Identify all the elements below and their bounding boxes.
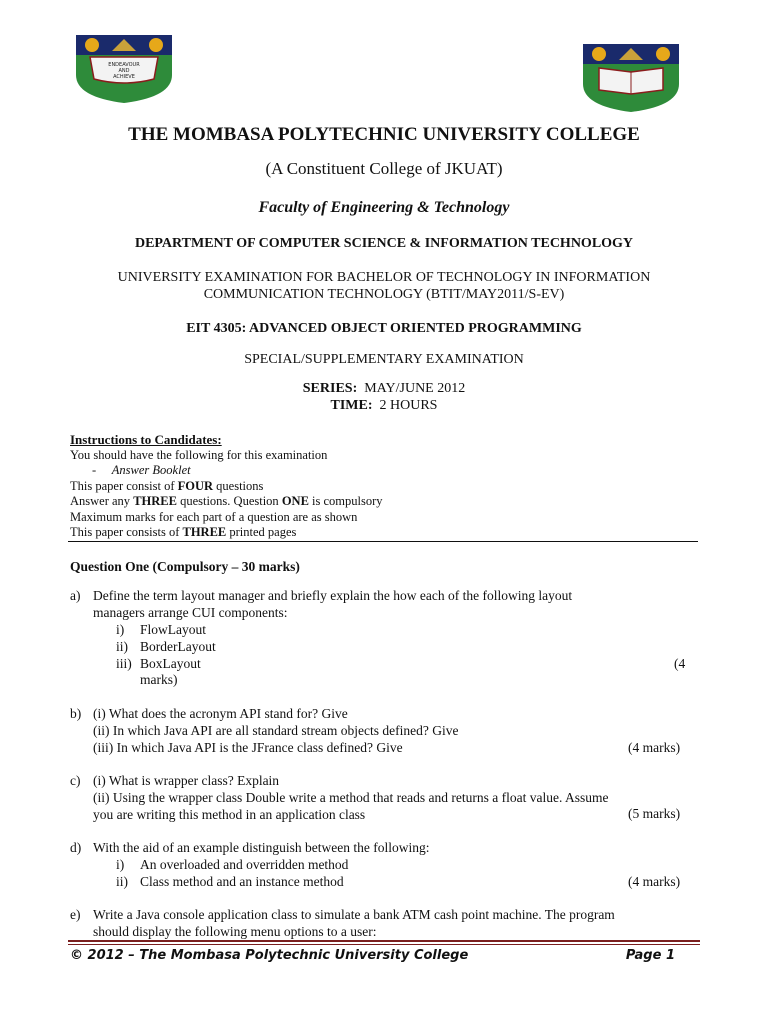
emphasis: THREE: [182, 525, 227, 539]
list-item: [116, 857, 348, 874]
part-c-marks: (5 marks): [628, 806, 681, 821]
faculty-name: Faculty of Engineering & Technology: [258, 199, 510, 216]
item-text: An overloaded and overridden method: [140, 857, 349, 872]
part-a-label: a): [70, 588, 81, 603]
text: is compulsory: [308, 494, 383, 508]
item-text: BorderLayout: [140, 638, 216, 654]
footer-copyright: © 2012 – The Mombasa Polytechnic University College: [70, 948, 469, 963]
text: questions: [213, 478, 264, 493]
question-line: managers arrange CUI components:: [93, 604, 288, 620]
svg-text:ACHIEVE: ACHIEVE: [113, 74, 135, 80]
question-line: Write a Java console application class to simulate a bank ATM cash point machine. The program: [93, 907, 615, 922]
bullet-dash: -: [92, 463, 97, 477]
part-e-text: [93, 907, 615, 941]
page-number: Page 1: [625, 948, 675, 963]
series-value: MAY/JUNE 2012: [364, 381, 466, 396]
list-item: [116, 639, 216, 656]
part-a-marks: (4: [674, 656, 686, 671]
list-item: [116, 874, 348, 891]
question-line: you are writing this method in an application class: [93, 806, 366, 822]
question-line: (ii) Using the wrapper class Double write a method that reads and returns a float value. Assume: [93, 789, 609, 805]
instructions-line: [70, 479, 383, 495]
part-a-sublist: [116, 622, 216, 689]
item-number: i): [116, 622, 125, 637]
part-c-text: [93, 773, 608, 823]
part-b-marks: (4 marks): [628, 740, 681, 755]
question-line: should display the following menu options to a user:: [93, 923, 377, 939]
time-value: 2 HOURS: [379, 398, 438, 413]
exam-type: SPECIAL/SUPPLEMENTARY EXAMINATION: [244, 352, 524, 367]
part-b-text: [93, 706, 459, 756]
item-number: iii): [116, 655, 132, 671]
question-heading: Question One (Compulsory – 30 marks): [70, 559, 300, 574]
svg-text:AND: AND: [118, 68, 130, 74]
course-title: EIT 4305: ADVANCED OBJECT ORIENTED PROGRAMMING: [186, 321, 582, 336]
part-c-label: c): [70, 773, 81, 788]
exam-title-line1: UNIVERSITY EXAMINATION FOR BACHELOR OF TECHNOLOGY IN INFORMATION: [117, 270, 651, 285]
university-title: THE MOMBASA POLYTECHNIC UNIVERSITY COLLEGE: [128, 124, 640, 145]
question-line: (ii) In which Java API are all standard stream objects defined? Give: [93, 722, 459, 738]
emphasis: ONE: [281, 494, 309, 508]
instructions-line: [70, 494, 383, 510]
text: printed pages: [226, 525, 297, 539]
right-crest-logo: [583, 44, 679, 112]
question-line: (i) What does the acronym API stand for? Give: [93, 706, 348, 721]
emphasis: THREE: [133, 494, 177, 508]
instructions-block: [70, 432, 383, 541]
part-d-text: With the aid of an example distinguish between the following:: [93, 840, 430, 855]
list-item: [116, 622, 216, 639]
instructions-heading: Instructions to Candidates:: [70, 432, 222, 447]
emphasis: FOUR: [177, 478, 214, 493]
marks-continuation: marks): [140, 672, 178, 688]
footer-rule: [68, 940, 700, 942]
exam-title-line2: COMMUNICATION TECHNOLOGY (BTIT/MAY2011/S-EV): [203, 287, 565, 302]
list-item: [116, 656, 216, 673]
question-line: (i) What is wrapper class? Explain: [93, 773, 280, 788]
item-number: i): [116, 857, 125, 872]
bullet-text: Answer Booklet: [111, 463, 191, 477]
time-line: [0, 398, 768, 414]
svg-text:ENDEAVOUR: ENDEAVOUR: [108, 62, 140, 68]
part-d-sublist: [116, 857, 348, 891]
item-number: ii): [116, 873, 128, 889]
item-number: ii): [116, 638, 128, 654]
item-text: FlowLayout: [140, 622, 206, 637]
page-footer: [70, 948, 675, 963]
instructions-line: [70, 525, 383, 541]
part-d-marks: (4 marks): [628, 874, 681, 889]
text: This paper consists of: [70, 525, 183, 539]
text: This paper consist of: [70, 478, 178, 493]
text: Answer any: [70, 494, 134, 508]
part-a-text: [93, 588, 572, 622]
part-b-label: b): [70, 706, 82, 721]
series-label: SERIES:: [302, 381, 358, 396]
department-name: DEPARTMENT OF COMPUTER SCIENCE & INFORMATION TECHNOLOGY: [134, 236, 634, 251]
instructions-line: Maximum marks for each part of a question are as shown: [70, 509, 358, 524]
item-text: BoxLayout: [140, 655, 201, 671]
constituent-subtitle: (A Constituent College of JKUAT): [265, 159, 503, 178]
question-line: Define the term layout manager and briefly explain the how each of the following layout: [93, 588, 573, 603]
series-line: [0, 381, 768, 397]
text: questions. Question: [176, 494, 282, 508]
left-crest-logo: [76, 35, 172, 103]
item-text: Class method and an instance method: [140, 873, 344, 889]
part-d-label: d): [70, 840, 82, 855]
instructions-line: You should have the following for this examination: [70, 447, 328, 462]
part-e-label: e): [70, 907, 81, 922]
time-label: TIME:: [330, 398, 373, 413]
instructions-bullet: [70, 463, 383, 479]
section-divider: [68, 541, 698, 542]
question-line: (iii) In which Java API is the JFrance class defined? Give: [93, 739, 403, 755]
footer-rule: [68, 944, 700, 945]
